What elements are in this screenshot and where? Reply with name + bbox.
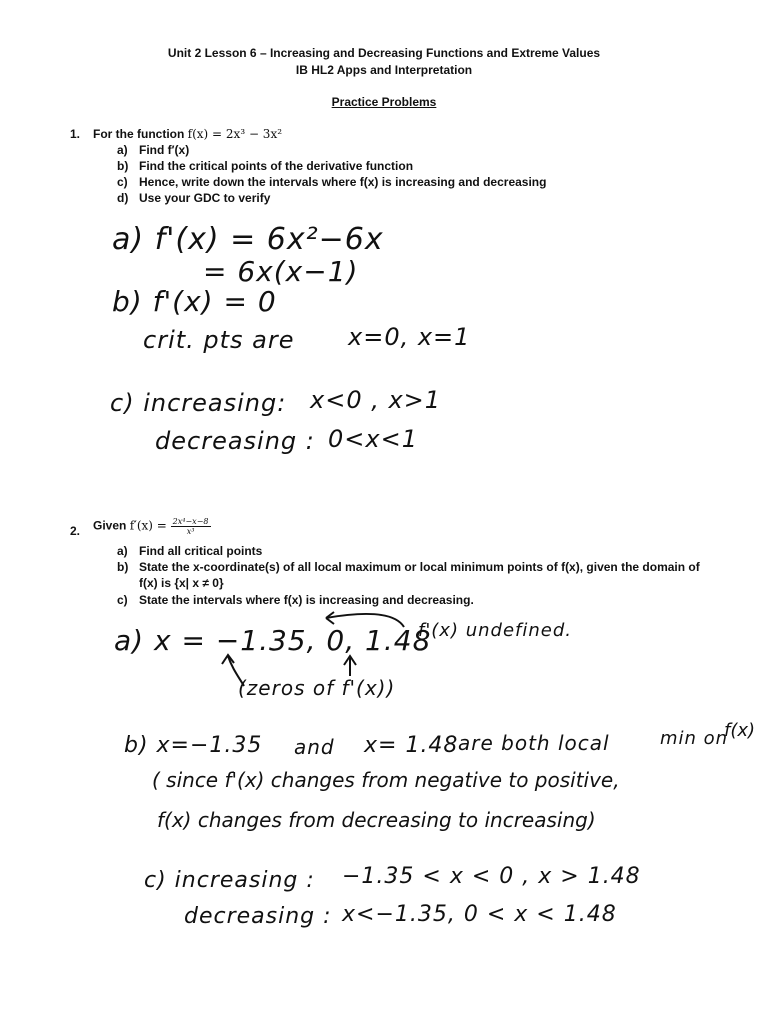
problem-1-part-d-text: Use your GDC to verify [139, 191, 271, 205]
p1-answer-c-line4: 0<x<1 [328, 425, 418, 453]
problem-1-function: f(x) = 2x³ − 3x² [187, 127, 283, 141]
p2-answer-b-fx: f(x) [724, 720, 756, 741]
problem-1-part-b-label: b) [117, 159, 129, 173]
p2-answer-b-min-on: min on [660, 728, 729, 749]
problem-1-part-a-text: Find f′(x) [139, 143, 190, 157]
problem-2-stem-text: Given [93, 518, 130, 533]
p2-answer-c-line1: c) increasing : [144, 868, 315, 893]
p2-answer-c-line2: −1.35 < x < 0 , x > 1.48 [342, 864, 641, 889]
p1-answer-c-line3: decreasing : [155, 427, 315, 455]
p1-answer-b-line3: x=0, x=1 [348, 323, 471, 351]
section-title: Practice Problems [331, 95, 437, 109]
problem-1-part-c-label: c) [117, 175, 128, 189]
p2-answer-a-undefined: f'(x) undefined. [418, 620, 572, 641]
problem-2-derivative: f′(x) = [129, 518, 171, 533]
fraction-denominator: x³ [186, 527, 195, 536]
problem-2-part-c-label: c) [117, 593, 128, 607]
p1-answer-a-line2: = 6x(x−1) [203, 255, 359, 288]
p2-answer-b-line1: b) x=−1.35 [124, 733, 263, 758]
p1-answer-b-line1: b) f'(x) = 0 [112, 285, 277, 318]
p1-answer-c-line1: c) increasing: [110, 389, 287, 417]
lesson-title: Unit 2 Lesson 6 – Increasing and Decreasing Functions and Extreme Values [167, 46, 601, 60]
problem-2-number: 2. [70, 524, 81, 538]
fraction-numerator: 2x⁴−x−8 [172, 517, 209, 526]
problem-1-part-b-text: Find the critical points of the derivative function [139, 159, 414, 173]
undefined-arrow [326, 614, 404, 627]
problem-2-part-a-text: Find all critical points [139, 544, 263, 558]
problem-2-part-a-label: a) [117, 544, 128, 558]
p1-answer-c-line2: x<0 , x>1 [310, 386, 442, 414]
p2-answer-b-x2: x= 1.48 [364, 733, 459, 758]
zeros-arrow-left [228, 656, 244, 686]
p2-answer-b-reason2: f(x) changes from decreasing to increasing) [157, 808, 596, 832]
zeros-arrowhead-left [222, 655, 234, 664]
problem-1-part-a-label: a) [117, 143, 128, 157]
p2-answer-b-local: are both local [458, 731, 610, 755]
problem-2-part-c-text: State the intervals where f(x) is increasing and decreasing. [139, 593, 474, 607]
p2-answer-c-line4: x<−1.35, 0 < x < 1.48 [342, 902, 617, 927]
p2-answer-a-zeros-note: (zeros of f'(x)) [238, 676, 396, 700]
problem-2-part-b-text: State the x-coordinate(s) of all local maximum or local minimum points of f(x), given the domain of [139, 560, 700, 574]
problem-1-stem-text: For the function [93, 127, 188, 141]
problem-1-part-d-label: d) [117, 191, 129, 205]
problem-2-domain-text: f(x) is {x| x ≠ 0} [139, 576, 224, 590]
p1-answer-b-line2: crit. pts are [143, 326, 295, 354]
p2-answer-a-line1: a) x = −1.35, 0, 1.48 [114, 624, 432, 657]
problem-2-part-b-label: b) [117, 560, 129, 574]
p2-answer-b-reason1: ( since f'(x) changes from negative to positive, [152, 768, 620, 792]
problem-1-number: 1. [70, 127, 81, 141]
problem-1-part-c-text: Hence, write down the intervals where f(x) is increasing and decreasing [139, 175, 547, 189]
p1-answer-a-line1: a) f'(x) = 6x²−6x [112, 222, 384, 257]
course-title: IB HL2 Apps and Interpretation [295, 63, 473, 77]
p2-answer-c-line3: decreasing : [184, 904, 332, 929]
p2-answer-b-and: and [294, 735, 335, 759]
